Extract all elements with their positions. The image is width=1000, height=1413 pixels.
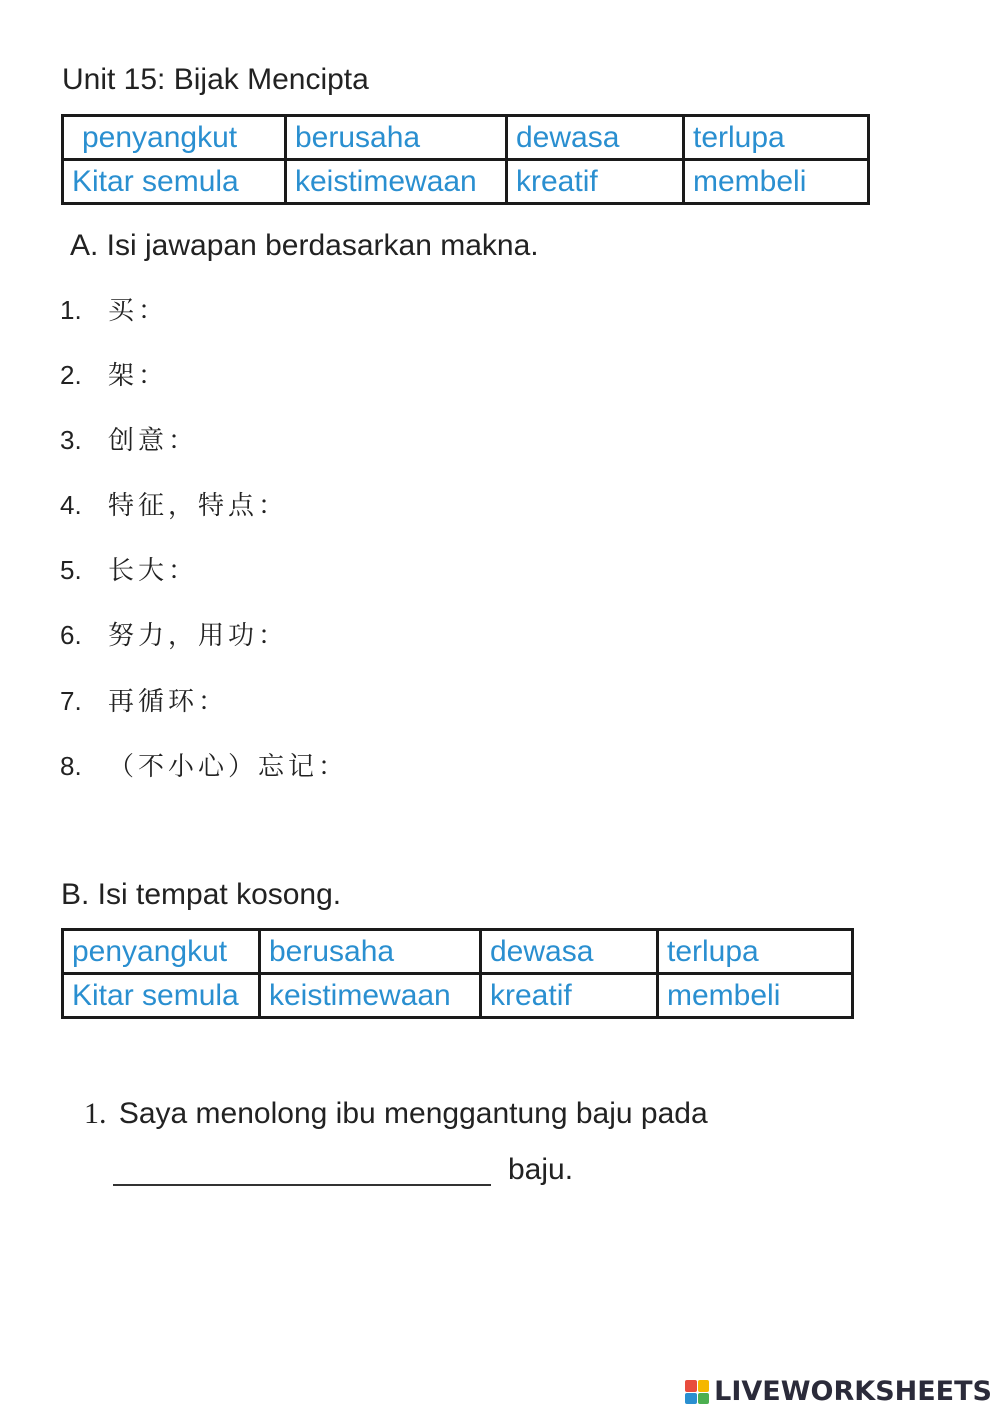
word-bank-cell: membeli <box>658 974 853 1018</box>
question-number: 8. <box>60 751 82 781</box>
question-text: （不小心）忘记： <box>108 752 349 782</box>
word-bank-table-b <box>61 928 854 1019</box>
word-bank-cell: keistimewaan <box>286 160 507 204</box>
sentence-number: 1. <box>84 1097 107 1130</box>
word-bank-row <box>63 116 869 160</box>
question-number: 7. <box>60 686 82 716</box>
question-item <box>60 552 198 589</box>
question-item <box>60 487 288 524</box>
answer-blank[interactable] <box>113 1184 491 1186</box>
word-bank-cell: kreatif <box>507 160 684 204</box>
sentence-text: Saya menolong ibu menggantung baju pada <box>118 1097 708 1130</box>
question-text: 特征，特点： <box>108 491 289 521</box>
section-b-heading: B. Isi tempat kosong. <box>61 878 342 911</box>
question-number: 5. <box>60 555 82 585</box>
word-bank-cell: terlupa <box>658 930 853 974</box>
question-text: 再循环： <box>108 687 229 717</box>
question-number: 4. <box>60 490 82 520</box>
word-bank-cell: dewasa <box>507 116 684 160</box>
question-item <box>60 683 228 720</box>
word-bank-cell: keistimewaan <box>260 974 481 1018</box>
question-item <box>60 748 348 785</box>
word-bank-cell: berusaha <box>286 116 507 160</box>
word-bank-cell: penyangkut <box>63 116 286 160</box>
question-text: 买： <box>108 296 169 326</box>
word-bank-cell: kreatif <box>481 974 658 1018</box>
word-bank-row <box>63 974 853 1018</box>
question-number: 6. <box>60 620 82 650</box>
question-text: 架： <box>108 361 169 391</box>
word-bank-table-a <box>61 114 870 205</box>
word-bank-cell: terlupa <box>684 116 869 160</box>
liveworksheets-logo-icon <box>685 1380 709 1404</box>
question-number: 2. <box>60 360 82 390</box>
word-bank-cell: penyangkut <box>63 930 260 974</box>
word-bank-cell: dewasa <box>481 930 658 974</box>
question-text: 努力，用功： <box>108 621 289 651</box>
brand-text: LIVEWORKSHEETS <box>714 1376 992 1407</box>
word-bank-row <box>63 160 869 204</box>
sentence-tail: baju. <box>508 1153 574 1186</box>
fill-in-sentence <box>84 1094 708 1134</box>
word-bank-cell: Kitar semula <box>63 974 260 1018</box>
question-text: 创意： <box>108 426 199 456</box>
question-item <box>60 617 288 654</box>
section-a-heading: A. Isi jawapan berdasarkan makna. <box>70 229 539 262</box>
question-number: 1. <box>60 295 82 325</box>
word-bank-cell: Kitar semula <box>63 160 286 204</box>
liveworksheets-brand <box>685 1377 992 1407</box>
word-bank-cell: berusaha <box>260 930 481 974</box>
question-item <box>60 357 168 394</box>
word-bank-row <box>63 930 853 974</box>
question-item <box>60 292 168 329</box>
worksheet-title: Unit 15: Bijak Mencipta <box>62 63 369 96</box>
question-item <box>60 422 198 459</box>
question-text: 长大： <box>108 556 199 586</box>
question-number: 3. <box>60 425 82 455</box>
word-bank-cell: membeli <box>684 160 869 204</box>
